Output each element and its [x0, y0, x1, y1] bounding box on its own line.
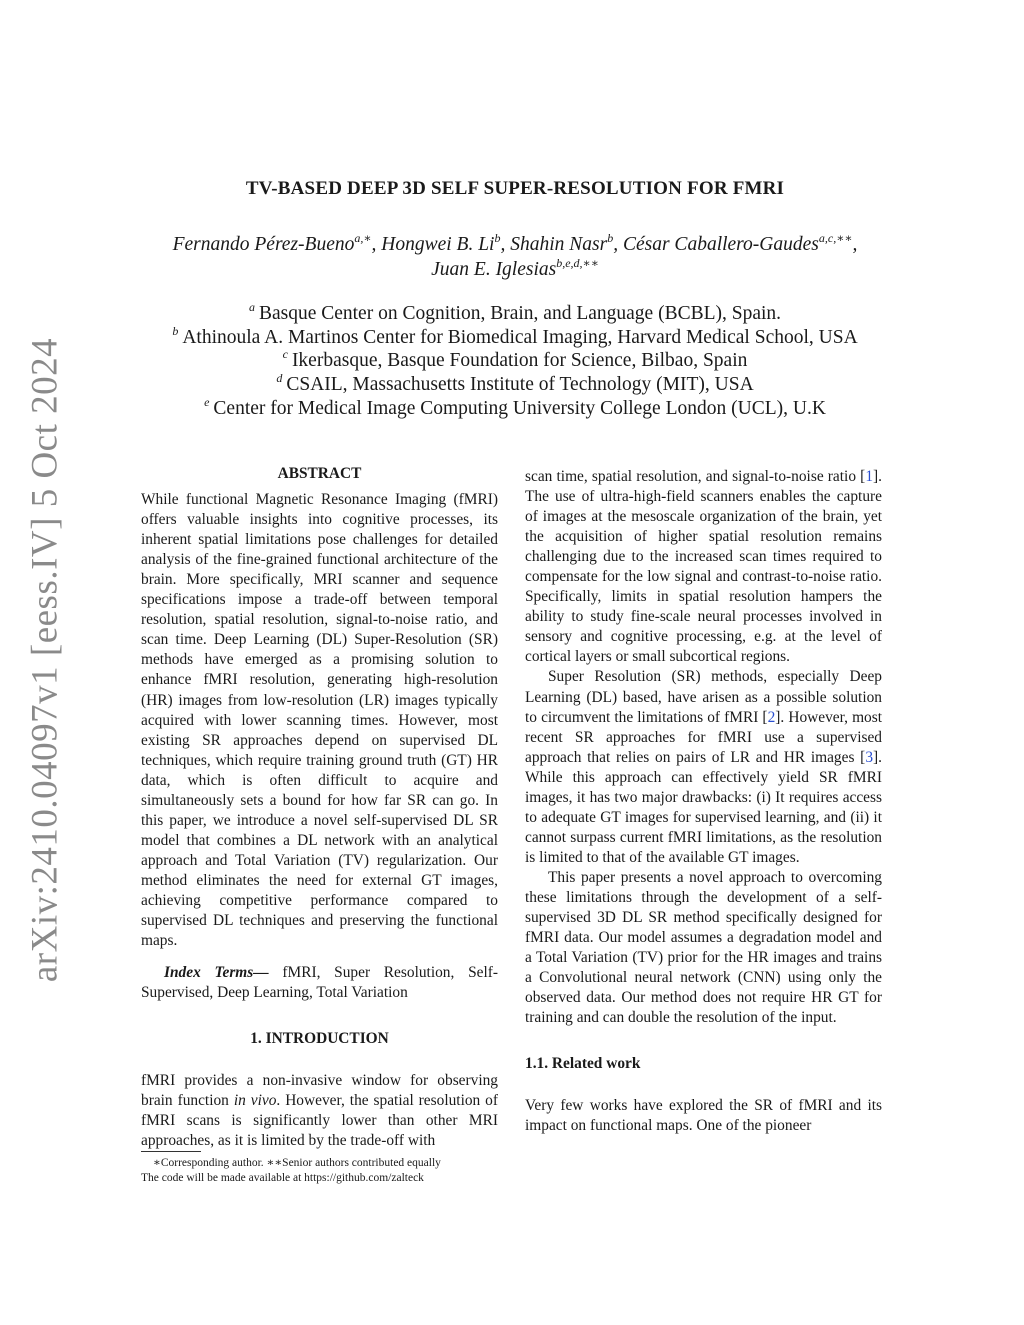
index-terms	[141, 963, 498, 1003]
intro-paragraph	[525, 667, 882, 867]
author-list: Fernando Pérez-Bueno$^{a,∗}$, Hongwei B. Li$^b$, Shahin Nasr$^b$, César Caballero-Gaudes$^{a,c,∗∗}$, Juan E. Iglesias$^{b,e,d,∗∗}$	[172, 231, 858, 280]
footnote-line: ∗Corresponding author. ∗∗Senior authors contributed equally	[153, 1157, 441, 1169]
author-affiliation-mark: b	[494, 231, 501, 245]
author-name: Juan E. Iglesias	[431, 259, 557, 280]
citation-link[interactable]: 3	[865, 748, 874, 766]
related-work-paragraph: Very few works have explored the SR of fMRI and its impact on functional maps. One of the pioneer	[525, 1097, 882, 1135]
affiliation-list	[150, 302, 880, 421]
text-run: ]. The use of ultra-high-field scanners enables the capture of images at the mesoscale organization of the brain, yet the acquisition of higher spatial resolution remains challenging due to the increased scan times required to compensate for the low signal and contrast-to-noise ratio. Specifically, limits in spatial resolution hampers the ability to study fine-scale neural processes involved in sensory and cognitive processing, e.g. at the level of cortical layers or small subcortical regions.	[525, 468, 882, 666]
affiliation-mark: a	[248, 300, 255, 314]
footnote-rule	[141, 1151, 201, 1152]
author-name: Fernando Pérez-Bueno	[172, 234, 355, 255]
text-run: ]. While this approach can effectively yield SR fMRI images, it has two major drawbacks: (i) It requires access to adequate GT images for supervised learning, and (ii) it cannot surpass current fMRI limitations, as the resolution is limited to that of the available GT images.	[525, 748, 882, 866]
affiliation	[150, 323, 880, 350]
affiliation-text: Basque Center on Cognition, Brain, and Language (BCBL), Spain.	[258, 303, 782, 324]
affiliation-text: Center for Medical Image Computing University College London (UCL), U.K	[213, 397, 826, 419]
intro-paragraph	[141, 1071, 498, 1151]
subsection-heading-related-work: 1.1. Related work	[525, 1055, 641, 1073]
paper-title: TV-BASED DEEP 3D SELF SUPER-RESOLUTION FOR FMRI	[245, 178, 785, 199]
affiliation	[150, 373, 880, 397]
author-name: Hongwei B. Li	[381, 234, 495, 255]
text-run: . However, the spatial resolution of fMRI scans is significantly lower than other MRI approaches, as it is limited by the trade-off with	[141, 1092, 499, 1150]
affiliation-mark: e	[204, 394, 210, 409]
right-column	[525, 467, 882, 1136]
author-affiliation-mark: b,e,d,∗∗	[556, 256, 599, 270]
author-affiliation-mark: a,∗	[354, 231, 372, 245]
affiliation-text: Athinoula A. Martinos Center for Biomedical Imaging, Harvard Medical School, USA	[182, 326, 858, 348]
footnote	[141, 1156, 501, 1186]
index-terms-label: Index Terms—	[164, 964, 269, 982]
text-run: fMRI provides a non-invasive window for observing brain function	[141, 1072, 498, 1110]
abstract-text: While functional Magnetic Resonance Imaging (fMRI) offers valuable insights into cognitive processes, its inherent spatial limitations pose challenges for detailed analysis of the fine-grained functional architecture of the brain. More specifically, MRI scanner and sequence specifications impose a trade-off between temporal resolution, spatial resolution, signal-to-noise ratio, and scan time. Deep Learning (DL) Super-Resolution (SR) methods have emerged as a promising solution to enhance fMRI resolution, generating high-resolution (HR) images from low-resolution (LR) images typically acquired with lower scanning times. However, most existing SR approaches depend on supervised DL techniques, which require training ground truth (GT) HR data, which is often difficult to acquire and simultaneously sets a bound for how far SR can go. In this paper, we introduce a novel self-supervised DL SR model that combines a DL network with an analytical approach and Total Variation (TV) regularization. Our method eliminates the need for external GT images, achieving competitive performance compared to supervised DL techniques and preserving the functional maps.	[141, 491, 498, 950]
arxiv-id-text: arXiv:2410.04097v1 [eess.IV] 5 Oct 2024	[24, 337, 66, 983]
affiliation-mark: b	[172, 323, 179, 338]
author-name: César Caballero-Gaudes	[622, 234, 819, 255]
affiliation-text: Ikerbasque, Basque Foundation for Science, Bilbao, Spain	[291, 350, 748, 372]
left-column	[141, 464, 498, 1151]
affiliation	[150, 302, 880, 326]
affiliation	[150, 394, 880, 421]
text-run-italic: in vivo	[233, 1092, 277, 1110]
text-run: Super Resolution (SR) methods, especially Deep Learning (DL) based, have arisen as a possible solution to circumvent the limitations of fMRI [	[525, 668, 882, 726]
section-heading-introduction: 1. INTRODUCTION	[250, 1030, 389, 1048]
author-affiliation-mark: a,c,∗∗	[818, 231, 853, 245]
abstract-heading: ABSTRACT	[277, 465, 362, 482]
citation-link[interactable]: 2	[767, 708, 776, 726]
footnote-line: The code will be made available at https://github.com/zalteck	[141, 1172, 424, 1184]
index-terms-text: fMRI, Super Resolution, Self-Supervised, Deep Learning, Total Variation	[141, 964, 498, 1002]
affiliation	[150, 349, 880, 373]
text-run: scan time, spatial resolution, and signal-to-noise ratio [	[525, 468, 866, 485]
author-affiliation-mark: b	[607, 231, 614, 245]
affiliation-mark: d	[276, 371, 283, 386]
intro-paragraph-continued	[525, 467, 882, 667]
intro-paragraph: This paper presents a novel approach to overcoming these limitations through the development of a self-supervised 3D DL SR method specifically designed for fMRI data. Our model assumes a degradation model and a Total Variation (TV) prior for the HR images and trains a Convolutional neural network (CNN) using only the observed data. Our method does not require HR GT for training and can double the resolution of the input.	[525, 868, 882, 1027]
arxiv-sidebar-identifier	[0, 337, 90, 983]
text-run: ]. However, most recent SR approaches for fMRI use a supervised approach that relies on pairs of LR and HR images [	[525, 708, 882, 766]
citation-link[interactable]: 1	[865, 468, 874, 485]
author-name: Shahin Nasr	[510, 234, 608, 255]
affiliation-mark: c	[282, 347, 288, 362]
affiliation-text: CSAIL, Massachusetts Institute of Technology (MIT), USA	[286, 374, 754, 396]
